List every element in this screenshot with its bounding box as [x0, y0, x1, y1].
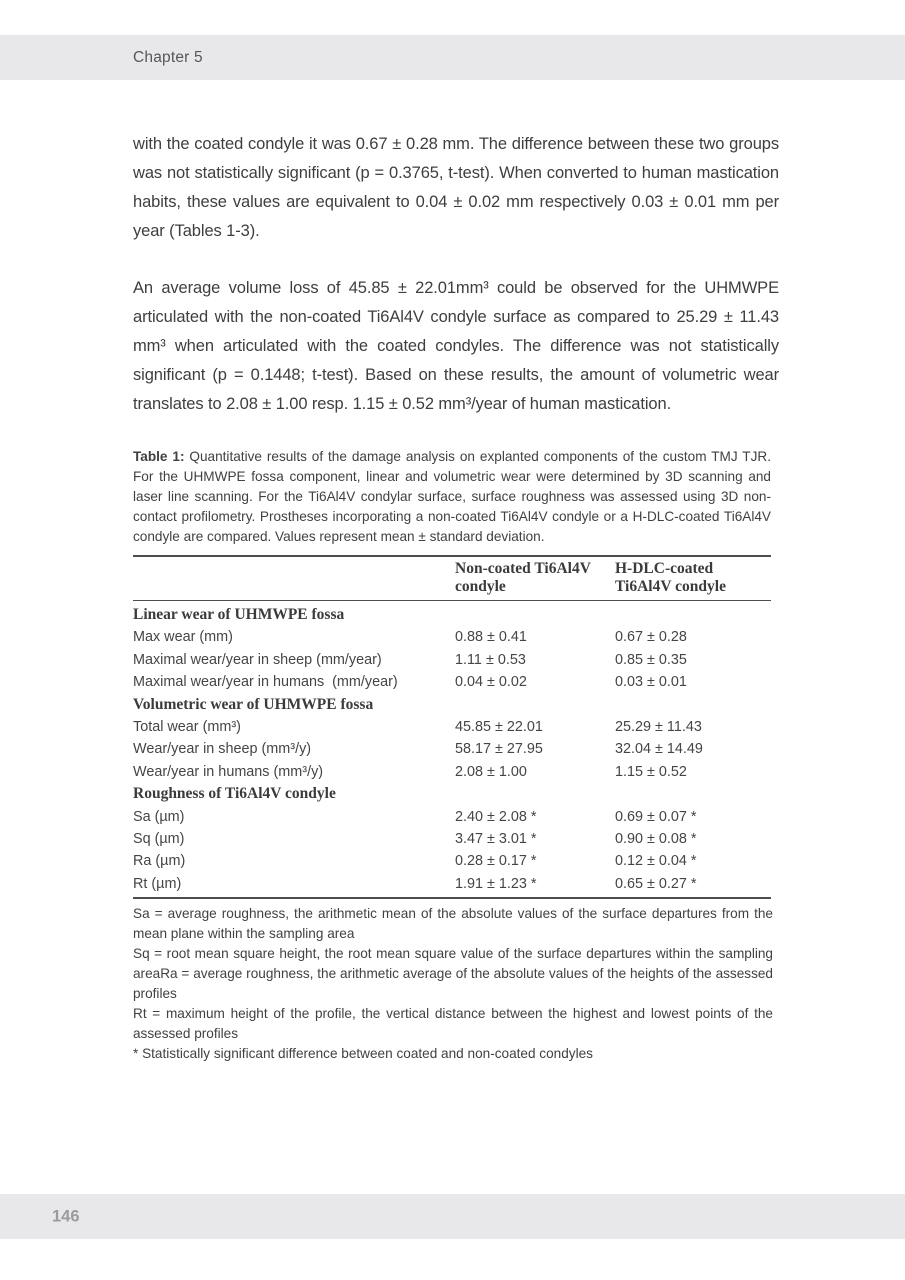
non-coated-value-cell: 2.40 ± 2.08 * [455, 808, 537, 825]
non-coated-value-cell: 0.88 ± 0.41 [455, 629, 527, 646]
table-caption-label: Table 1: [133, 449, 185, 464]
row-label-cell: Ra (µm) [133, 853, 186, 870]
table-section-row [133, 783, 771, 805]
coated-value-cell: 0.03 ± 0.01 [615, 674, 687, 691]
table-row [133, 761, 771, 783]
results-table [133, 555, 771, 899]
page-number: 146 [52, 1207, 80, 1225]
row-label-cell: Wear/year in sheep (mm³/y) [133, 741, 312, 758]
chapter-label: Chapter 5 [133, 48, 203, 66]
table-row [133, 716, 771, 738]
page-content [133, 130, 779, 1064]
paragraph-volumetric-wear: An average volume loss of 45.85 ± 22.01mm³ could be observed for the UHMWPE articulated with the non-coated Ti6Al4V condyle surface as compared to 25.29 ± 11.43 mm³ when articulated with the coated condyles. The difference was not statistically significant (p = 0.1448; t-test). Based on these results, the amount of volumetric wear translates to 2.08 ± 1.00 resp. 1.15 ± 0.52 mm³/year of human mastication. [133, 279, 779, 413]
coated-value-cell: 0.67 ± 0.28 [615, 629, 687, 646]
table-row [133, 671, 771, 693]
row-label-cell: Maximal wear/year in humans (mm/year) [133, 674, 398, 691]
footnote-significance: * Statistically significant difference between coated and non-coated condyles [133, 1046, 593, 1062]
non-coated-value-cell: 2.08 ± 1.00 [455, 763, 527, 780]
col-header-empty [133, 556, 455, 601]
row-label-cell: Wear/year in humans (mm³/y) [133, 763, 324, 780]
footnote-sq-ra: Sq = root mean square height, the root mean square value of the surface departures within the sampling areaRa = average roughness, the arithmetic average of the absolute values of the heights of the assessed profiles [133, 946, 773, 1002]
row-label-cell: Sq (µm) [133, 831, 185, 848]
coated-value-cell: 0.85 ± 0.35 [615, 651, 687, 668]
footnote-sa: Sa = average roughness, the arithmetic mean of the absolute values of the surface departures from the mean plane within the sampling area [133, 906, 773, 942]
table-row [133, 873, 771, 898]
table-caption [133, 447, 771, 547]
table-section-row [133, 694, 771, 716]
coated-value-cell: 32.04 ± 14.49 [615, 741, 703, 758]
non-coated-value-cell: 45.85 ± 22.01 [455, 719, 543, 736]
non-coated-value-cell: 1.11 ± 0.53 [455, 651, 526, 668]
section-label-cell: Roughness of Ti6Al4V condyle [133, 785, 336, 803]
row-label-cell: Total wear (mm³) [133, 719, 241, 736]
row-label-cell: Maximal wear/year in sheep (mm/year) [133, 651, 382, 668]
non-coated-value-cell: 58.17 ± 27.95 [455, 741, 543, 758]
col-header-coated: H-DLC-coated Ti6Al4V condyle [615, 556, 771, 601]
table-row [133, 649, 771, 671]
non-coated-value-cell: 0.28 ± 0.17 * [455, 853, 537, 870]
table-section-row [133, 601, 771, 627]
section-label-cell: Linear wear of UHMWPE fossa [133, 606, 345, 623]
table-footnotes [133, 904, 773, 1064]
paragraph-linear-wear: with the coated condyle it was 0.67 ± 0.28 mm. The difference between these two groups was not statistically significant (p = 0.3765, t-test). When converted to human mastication habits, these values are equivalent to 0.04 ± 0.02 mm respectively 0.03 ± 0.01 mm per year (Tables 1-3). [133, 135, 779, 240]
row-label-cell: Max wear (mm) [133, 629, 233, 646]
table-header-row [133, 556, 771, 601]
section-label-cell: Volumetric wear of UHMWPE fossa [133, 695, 374, 713]
col-header-non-coated: Non-coated Ti6Al4V condyle [455, 556, 615, 601]
row-label-cell: Sa (µm) [133, 808, 185, 825]
non-coated-value-cell: 1.91 ± 1.23 * [455, 875, 537, 892]
row-label-cell: Rt (µm) [133, 875, 182, 892]
table-row [133, 828, 771, 850]
page-footer-band [0, 1194, 905, 1239]
coated-value-cell: 1.15 ± 0.52 [615, 763, 687, 780]
footnote-rt: Rt = maximum height of the profile, the vertical distance between the highest and lowest points of the assessed profiles [133, 1006, 773, 1042]
table-row [133, 850, 771, 872]
non-coated-value-cell: 3.47 ± 3.01 * [455, 831, 537, 848]
table-row [133, 806, 771, 828]
coated-value-cell: 0.90 ± 0.08 * [615, 831, 697, 848]
table-row [133, 626, 771, 648]
table-caption-text: Quantitative results of the damage analysis on explanted components of the custom TMJ TJR. For the UHMWPE fossa component, linear and volumetric wear were determined by 3D scanning and laser line scanning. For the Ti6Al4V condylar surface, surface roughness was assessed using 3D non-contact profilometry. Prostheses incorporating a non-coated Ti6Al4V condyle or a H-DLC-coated Ti6Al4V condyle are compared. Values represent mean ± standard deviation. [133, 449, 771, 544]
table-row [133, 738, 771, 760]
coated-value-cell: 25.29 ± 11.43 [615, 719, 702, 736]
coated-value-cell: 0.69 ± 0.07 * [615, 808, 697, 825]
coated-value-cell: 0.12 ± 0.04 * [615, 853, 697, 870]
non-coated-value-cell: 0.04 ± 0.02 [455, 674, 527, 691]
coated-value-cell: 0.65 ± 0.27 * [615, 875, 697, 892]
page-header-band [0, 35, 905, 80]
